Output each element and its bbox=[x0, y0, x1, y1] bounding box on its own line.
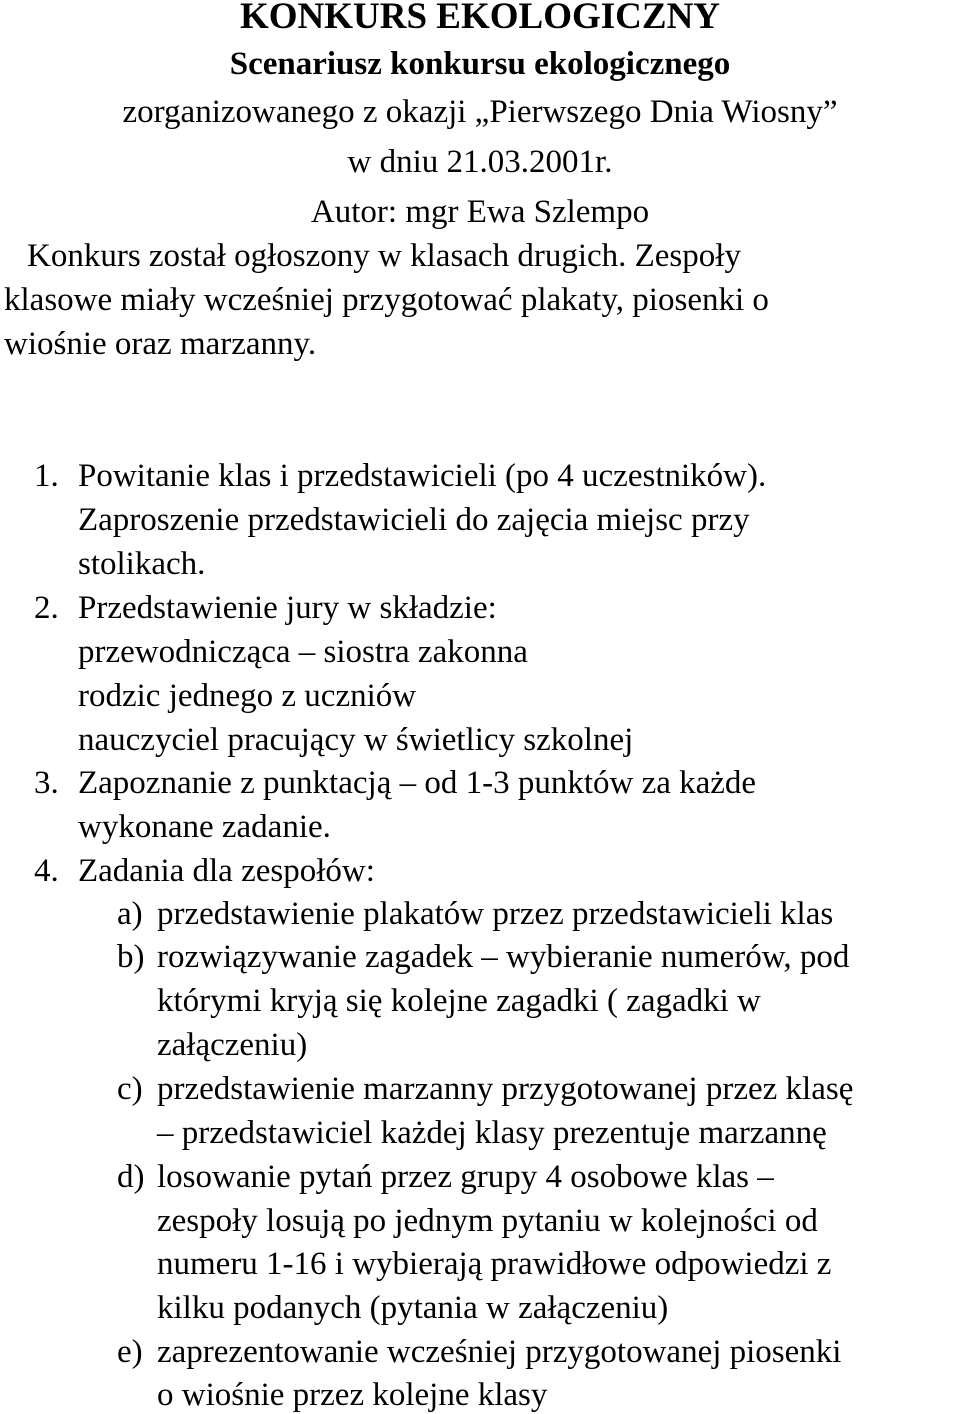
jury-member: przewodnicząca – siostra zakonna bbox=[78, 634, 528, 670]
author-line: Autor: mgr Ewa Szlempo bbox=[310, 194, 650, 230]
task-letter: c) bbox=[117, 1071, 143, 1107]
task-text: zespoły losują po jednym pytaniu w kolejności od bbox=[157, 1203, 818, 1239]
task-text: załączeniu) bbox=[157, 1027, 308, 1063]
jury-member: rodzic jednego z uczniów bbox=[78, 678, 417, 714]
step-text: stolikach. bbox=[78, 546, 206, 582]
task-text: numeru 1-16 i wybierają prawidłowe odpowiedzi z bbox=[157, 1246, 832, 1282]
step-text: wykonane zadanie. bbox=[78, 809, 331, 845]
task-text: przedstawienie plakatów przez przedstawicieli klas bbox=[157, 896, 834, 932]
task-text: zaprezentowanie wcześniej przygotowanej piosenki bbox=[157, 1334, 842, 1370]
step-number: 1. bbox=[34, 458, 59, 494]
step-number: 2. bbox=[34, 590, 59, 626]
task-c bbox=[117, 1073, 853, 1106]
date-line: w dniu 21.03.2001r. bbox=[347, 144, 613, 180]
task-letter: b) bbox=[117, 939, 145, 975]
task-text: przedstawienie marzanny przygotowanej przez klasę bbox=[157, 1071, 854, 1107]
step-text: Zadania dla zespołów: bbox=[78, 853, 375, 889]
step-text: Powitanie klas i przedstawicieli (po 4 uczestników). bbox=[78, 458, 767, 494]
task-text: rozwiązywanie zagadek – wybieranie numerów, pod bbox=[157, 939, 850, 975]
intro-line: Konkurs został ogłoszony w klasach drugich. Zespoły bbox=[27, 238, 741, 274]
task-letter: d) bbox=[117, 1159, 145, 1195]
step-text: Zaproszenie przedstawicieli do zajęcia miejsc przy bbox=[78, 502, 750, 538]
step-number: 3. bbox=[34, 765, 59, 801]
step-2 bbox=[34, 592, 497, 625]
task-d bbox=[117, 1161, 774, 1194]
step-number: 4. bbox=[34, 853, 59, 889]
task-e bbox=[117, 1336, 841, 1369]
task-text: kilku podanych (pytania w załączeniu) bbox=[157, 1290, 669, 1326]
document-title: KONKURS EKOLOGICZNY bbox=[239, 0, 721, 37]
task-text: którymi kryją się kolejne zagadki ( zagadki w bbox=[157, 983, 761, 1019]
step-text: Przedstawienie jury w składzie: bbox=[78, 590, 497, 626]
document-subtitle: Scenariusz konkursu ekologicznego bbox=[229, 46, 731, 82]
task-b bbox=[117, 941, 849, 974]
step-4 bbox=[34, 855, 375, 888]
intro-line: wiośnie oraz marzanny. bbox=[4, 326, 317, 362]
step-text: Zapoznanie z punktacją – od 1-3 punktów za każde bbox=[78, 765, 757, 801]
task-text: o wiośnie przez kolejne klasy bbox=[157, 1377, 548, 1413]
task-letter: e) bbox=[117, 1334, 143, 1370]
occasion-line: zorganizowanego z okazji „Pierwszego Dnia Wiosny” bbox=[122, 94, 838, 130]
step-1 bbox=[34, 460, 766, 493]
task-letter: a) bbox=[117, 896, 143, 932]
task-a bbox=[117, 898, 833, 931]
step-3 bbox=[34, 767, 756, 800]
jury-member: nauczyciel pracujący w świetlicy szkolnej bbox=[78, 722, 634, 758]
task-text: losowanie pytań przez grupy 4 osobowe klas – bbox=[157, 1159, 774, 1195]
task-text: – przedstawiciel każdej klasy prezentuje marzannę bbox=[157, 1115, 827, 1151]
intro-line: klasowe miały wcześniej przygotować plakaty, piosenki o bbox=[4, 282, 769, 318]
